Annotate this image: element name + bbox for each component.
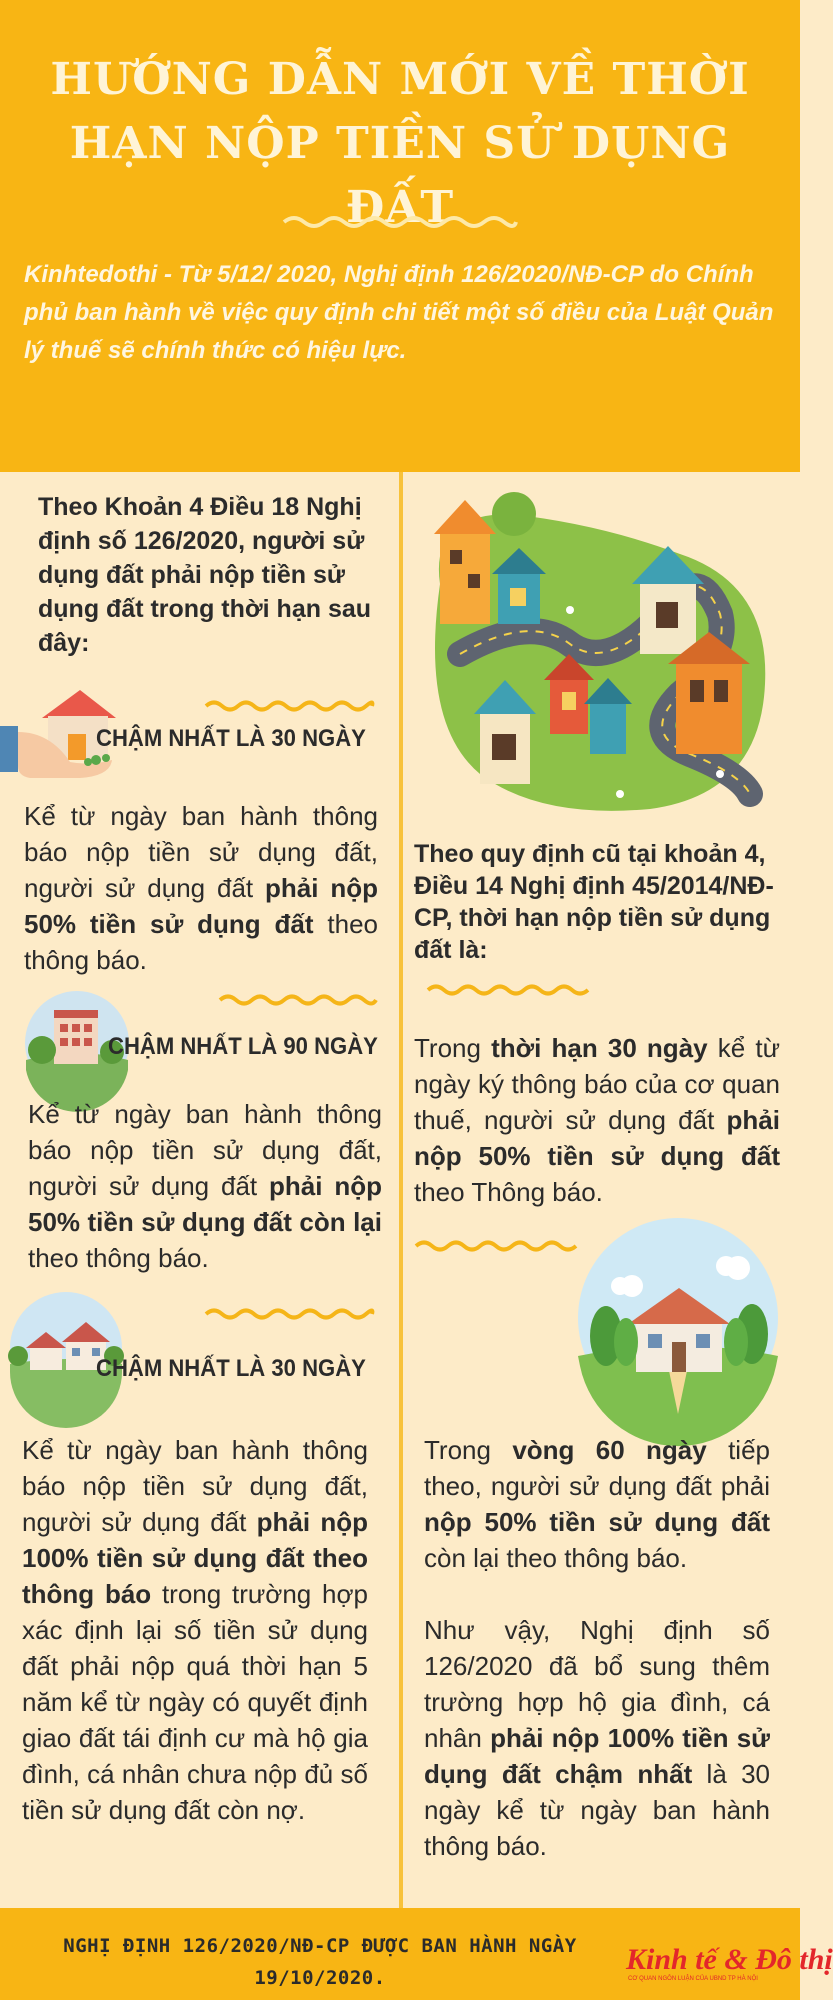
logo-tagline: CƠ QUAN NGÔN LUẬN CỦA UBND TP HÀ NỘI [628,1976,758,1982]
houses-icon [6,1292,126,1404]
section-text-1 [24,798,378,978]
text-span: Kể từ ngày ban hành thông báo nộp tiền sử dụng đất, người sử dụng đất [22,1435,368,1537]
intro-paragraph: Kinhtedothi - Từ 5/12/ 2020, Nghị định 126/2020/NĐ-CP do Chính phủ ban hành về việc quy định chi tiết một số điều của Luật Quản lý thuế sẽ chính thức có hiệu lực. [24,261,774,364]
house-icon [576,1216,780,1420]
right-intro: Theo quy định cũ tại khoản 4, Điều 14 Nghị định 45/2014/NĐ-CP, thời hạn nộp tiền sử dụng đất là: [414,840,774,964]
kinhtedothi-logo[interactable] [626,1943,833,1984]
bold-span: phải nộp 50% tiền sử dụng đất còn lại [28,1171,382,1237]
logo-wordmark: Kinh tế & Đô thị [626,1943,833,1976]
text-span: tiếp theo, người sử dụng đất phải [424,1435,770,1501]
bold-span: phải nộp 50% tiền sử dụng đất [414,1105,780,1171]
text-span: còn lại theo thông báo. [424,1543,688,1573]
bold-span: phải nộp 50% tiền sử dụng đất [24,873,378,939]
right-text-1 [414,1030,780,1210]
section-heading-2: CHẬM NHẤT LÀ 90 NGÀY [108,1033,378,1060]
right-text-3 [424,1612,770,1864]
text-span: kể từ ngày ký thông báo của cơ quan thuế, người sử dụng đất [414,1033,780,1135]
section-text-2 [28,1096,382,1276]
text-span: theo thông báo. [28,1243,209,1273]
bold-span: phải nộp 100% tiền sử dụng đất chậm nhất [424,1723,770,1789]
text-span: Kể từ ngày ban hành thông báo nộp tiền sử dụng đất, người sử dụng đất [24,801,378,903]
text-span: Như vậy, Nghị định số 126/2020 đã bổ sung thêm trường hợp hộ gia đình, cá nhân [424,1615,770,1753]
town-illustration [420,494,780,820]
wave-divider [218,990,378,1010]
left-intro: Theo Khoản 4 Điều 18 Nghị định số 126/2020, người sử dụng đất phải nộp tiền sử dụng đất trong thời hạn sau đây: [38,493,372,657]
text-span: theo thông báo. [24,909,378,975]
footer-text [20,1930,620,1994]
footer-line-1: NGHỊ ĐỊNH 126/2020/NĐ-CP ĐƯỢC BAN HÀNH NGÀY [63,1935,577,1957]
text-span: theo Thông báo. [414,1177,603,1207]
title-line-2: HẠN NỘP TIỀN SỬ DỤNG ĐẤT [69,118,731,233]
wave-divider [282,212,518,232]
wave-divider [414,1236,580,1256]
wave-divider [204,696,374,716]
section-heading-1: CHẬM NHẤT LÀ 30 NGÀY [96,725,366,752]
text-span: Trong [424,1435,513,1465]
bold-span: nộp 50% tiền sử dụng đất [424,1507,770,1537]
bold-span: vòng 60 ngày [512,1435,707,1465]
wave-divider [426,980,592,1000]
column-divider [399,472,403,1908]
bold-span: thời hạn 30 ngày [491,1033,708,1063]
bold-span: phải nộp 100% tiền sử dụng đất theo thông báo [22,1507,368,1609]
text-span: Trong [414,1033,492,1063]
section-heading-3: CHẬM NHẤT LÀ 30 NGÀY [96,1355,366,1382]
right-text-2 [424,1432,770,1576]
title-line-1: HƯỚNG DẪN MỚI VỀ THỜI [50,54,750,105]
section-text-3 [22,1432,368,1828]
text-span: Kể từ ngày ban hành thông báo nộp tiền sử dụng đất, người sử dụng đất [28,1099,382,1201]
footer-line-2: 19/10/2020. [254,1967,386,1989]
text-span: là 30 ngày kể từ ngày ban hành thông báo. [424,1759,770,1861]
text-span: trong trường hợp xác định lại số tiền sử dụng đất phải nộp quá thời hạn 5 năm kể từ ngày có quyết định giao đất tái định cư mà hộ gia đình, cá nhân chưa nộp đủ số tiền sử dụng đất còn nợ. [22,1579,368,1825]
wave-divider [204,1304,374,1324]
